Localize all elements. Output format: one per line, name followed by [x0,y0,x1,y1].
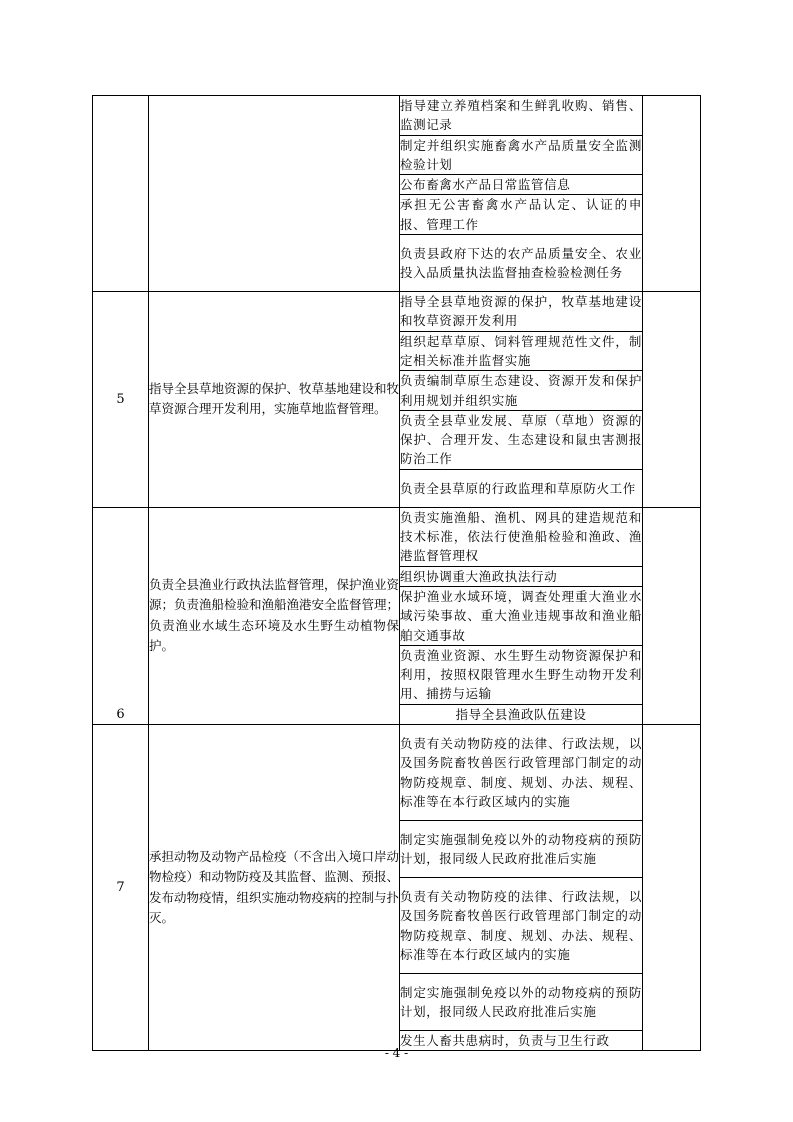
row-number [93,96,149,292]
remarks-cell [643,96,701,292]
task-cell: 负责渔业资源、水生野生动物资源保护和利用，按照权限管理水生野生动物开发利用、捕捞与运输 [400,645,643,704]
task-cell: 负责有关动物防疫的法律、行政法规，以及国务院畜牧兽医行政管理部门制定的动物防疫规章、制度、规划、办法、规程、标准等在本行政区域内的实施 [400,725,643,821]
remarks-cell [643,507,701,724]
task-cell: 指导全县草地资源的保护，牧草基地建设和牧草资源开发利用 [400,292,643,332]
row-description [149,96,400,292]
row-description: 负责全县渔业行政执法监督管理，保护渔业资源；负责渔船检验和渔船渔港安全监督管理；负责渔业水域生态环境及水生野生动植物保护。 [149,507,400,724]
task-cell: 负责实施渔船、渔机、网具的建造规范和技术标准，依法行使渔船检验和渔政、渔港监督管理权 [400,507,643,566]
remarks-cell [643,292,701,508]
task-cell: 指导建立养殖档案和生鲜乳收购、销售、监测记录 [400,96,643,136]
table-row [93,725,701,821]
table-row [93,507,701,566]
page-number: - 4 - [384,1046,409,1060]
task-cell: 负责县政府下达的农产品质量安全、农业投入品质量执法监督抽查检验检测任务 [400,235,643,292]
task-cell: 制定并组织实施畜禽水产品质量安全监测检验计划 [400,135,643,175]
task-cell: 公布畜禽水产品日常监管信息 [400,175,643,195]
task-cell: 负责编制草原生态建设、资源开发和保护利用规划并组织实施 [400,371,643,411]
row-number: 6 [93,507,149,724]
task-cell: 制定实施强制免疫以外的动物疫病的预防计划，报同级人民政府批准后实施 [400,821,643,878]
row-description: 承担动物及动物产品检疫（不含出入境口岸动物检疫）和动物防疫及其监督、监测、预报、发布动物疫情，组织实施动物疫病的控制与扑灭。 [149,725,400,1051]
row-number: 5 [93,292,149,508]
task-cell: 组织协调重大渔政执法行动 [400,566,643,586]
table-row [93,96,701,136]
duty-table [92,95,701,1051]
task-cell: 发生人畜共患病时，负责与卫生行政 [400,1031,643,1051]
task-cell: 保护渔业水域环境，调查处理重大渔业水域污染事故、重大渔业违规事故和渔业船舶交通事故 [400,586,643,645]
remarks-cell [643,725,701,1051]
task-cell: 负责有关动物防疫的法律、行政法规，以及国务院畜牧兽医行政管理部门制定的动物防疫规章、制度、规划、办法、规程、标准等在本行政区域内的实施 [400,878,643,974]
row-description: 指导全县草地资源的保护、牧草基地建设和牧草资源合理开发利用，实施草地监督管理。 [149,292,400,508]
task-cell: 负责全县草业发展、草原（草地）资源的保护、合理开发、生态建设和鼠虫害测报防治工作 [400,410,643,469]
task-cell: 组织起草草原、饲料管理规范性文件，制定相关标准并监督实施 [400,331,643,371]
task-cell: 承担无公害畜禽水产品认定、认证的申报、管理工作 [400,195,643,235]
task-cell: 制定实施强制免疫以外的动物疫病的预防计划，报同级人民政府批准后实施 [400,974,643,1031]
row-number: 7 [93,725,149,1051]
task-cell: 指导全县渔政队伍建设 [400,704,643,724]
table-row [93,292,701,332]
task-cell: 负责全县草原的行政监理和草原防火工作 [400,469,643,507]
